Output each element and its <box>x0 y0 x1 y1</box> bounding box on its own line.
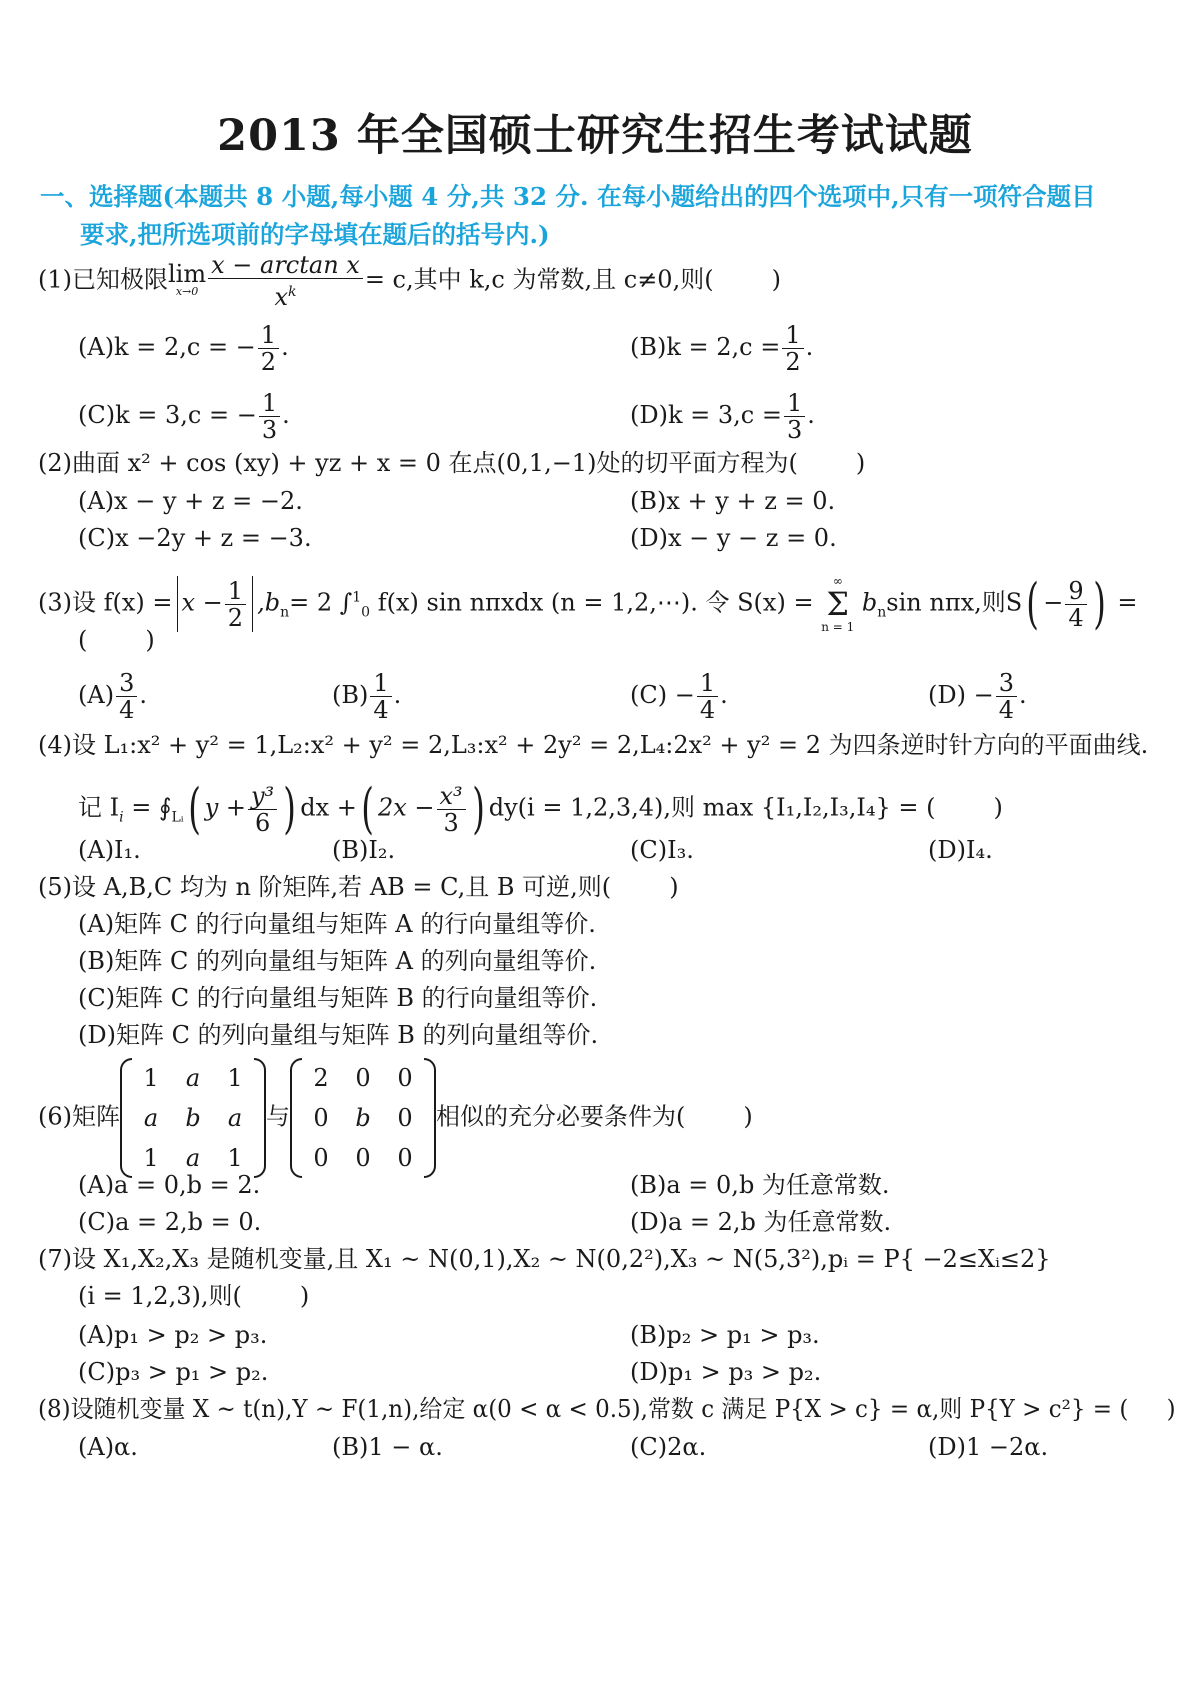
question-7-line-1: (7)设 X₁,X₂,X₃ 是随机变量,且 X₁ ~ N(0,1),X₂ ~ N(0,2²),X₃ ~ N(5,3²),pᵢ = P{ −2≤Xᵢ≤2} <box>38 1245 1051 1273</box>
q6-prefix: (6)矩阵 <box>38 1102 120 1131</box>
q4-option-d: (D)I₄. <box>928 836 993 864</box>
q1-postfix: = c,其中 k,c 为常数,且 c≠0,则( <box>364 265 714 294</box>
question-6 <box>38 1058 753 1178</box>
section-line-2: 要求,把所选项前的字母填在题后的括号内.) <box>80 220 550 249</box>
q6-with: 与 <box>266 1102 290 1131</box>
q6-option-c: (C)a = 2,b = 0. <box>78 1208 262 1236</box>
q1-option-b: (B)k = 2,c = $\frac{1}{2}$ . <box>630 321 814 376</box>
q2-option-a: (A)x − y + z = −2. <box>78 487 303 515</box>
q3-d-text: (D) − <box>928 681 994 709</box>
q4-frac2-num: x³ <box>437 783 466 810</box>
q1-denom-base: x <box>274 283 288 311</box>
q3-sum-top: ∞ <box>832 574 843 588</box>
q7-option-b: (B)p₂ > p₁ > p₃. <box>630 1321 820 1349</box>
q8-option-c: (C)2α. <box>630 1433 707 1461</box>
q6-postfix: 相似的充分必要条件为( <box>436 1102 686 1131</box>
question-3: (3)设 f(x) = x − $\frac{1}{2}$ $,b_n= 2$ ∫$^1_0$ f(x) sin nπxdx (n = 1,2,⋯). 令 S(x) = ∞ Σ n = 1 $b_n\sin$ nπx,则S( − $\frac{9}{4}$ ) = <box>38 572 1138 635</box>
q5-option-a: (A)矩阵 C 的行向量组与矩阵 A 的行向量组等价. <box>78 910 596 938</box>
q4-frac1-den: 6 <box>254 808 271 837</box>
q1-limit <box>168 260 207 299</box>
q1-b-den: 2 <box>785 348 801 376</box>
q1-a-num: 1 <box>258 322 279 349</box>
q4-frac1-num: y³ <box>248 783 277 810</box>
q8-option-d: (D)1 −2α. <box>928 1433 1049 1461</box>
q2-close-paren: ) <box>855 449 866 477</box>
q4-frac2-den: 3 <box>443 808 459 837</box>
q4-contour-integral: = ∮ <box>131 793 172 822</box>
q3-b-den: 4 <box>373 696 389 724</box>
q1-denom-exp: k <box>287 284 297 300</box>
q5-option-b: (B)矩阵 C 的列向量组与矩阵 A 的列向量组等价. <box>78 947 597 975</box>
q1-fraction <box>208 252 363 310</box>
q1-c-text: (C)k = 3,c = − <box>78 401 257 429</box>
q3-bn: ,b <box>257 588 281 617</box>
q3-prefix: (3)设 f(x) = <box>38 588 173 617</box>
q3-sum-bottom: n = 1 <box>821 620 855 634</box>
q7-option-a: (A)p₁ > p₂ > p₃. <box>78 1321 268 1349</box>
q1-lim-sub: x→0 <box>175 285 199 298</box>
q3-c-den: 4 <box>699 696 716 724</box>
q4-tail: dy(i = 1,2,3,4),则 max {I₁,I₂,I₃,I₄} = ( <box>488 793 936 822</box>
q3-equals: = <box>1117 588 1138 617</box>
q6-close-paren: ) <box>743 1102 753 1131</box>
q1-option-c: (C)k = 3,c = − $\frac{1}{3}$ . <box>78 389 290 444</box>
q4-option-b: (B)I₂. <box>332 836 396 864</box>
q6-option-b: (B)a = 0,b 为任意常数. <box>630 1171 890 1199</box>
q1-d-den: 3 <box>786 416 803 444</box>
q1-b-num: 1 <box>782 322 803 349</box>
q1-d-text: (D)k = 3,c = <box>630 401 782 429</box>
q3-option-a: (A) $\frac{3}{4}$ . <box>78 669 147 724</box>
q4-term-1: y + <box>204 793 246 822</box>
q3-d-num: 3 <box>996 670 1017 697</box>
question-1 <box>38 252 781 310</box>
q5-close-paren: ) <box>669 873 679 901</box>
q6-matrix-1: 1 a 1 a b a 1 a 1 <box>120 1058 266 1178</box>
q1-d-num: 1 <box>784 390 805 417</box>
q7-close-paren: ) <box>299 1282 310 1310</box>
section-heading <box>40 178 1170 254</box>
q1-option-d: (D)k = 3,c = $\frac{1}{3}$ . <box>630 389 815 444</box>
q8-option-a: (A)α. <box>78 1433 138 1461</box>
q3-b-num: 1 <box>370 670 391 697</box>
q7-option-c: (C)p₃ > p₁ > p₂. <box>78 1358 269 1386</box>
q4-contour-sub: Lᵢ <box>171 809 184 826</box>
q1-a-text: (A)k = 2,c = − <box>78 333 256 361</box>
q1-close-paren: ) <box>771 265 781 294</box>
q2-option-d: (D)x − y − z = 0. <box>630 524 837 552</box>
q3-close-paren: ) <box>145 626 155 654</box>
question-4-line-2: 记 $I_i$ = $∮_{Lᵢ}$( y + $\frac{\text{y³}}{6}$ ) dx +( 2x − $\frac{\text{x³}}{3}$ ) dy(i = 1,2,3,4),则 max {I₁,I₂,I₃,I₄} = ( ) <box>78 777 1003 840</box>
page-title: 2013 年全国硕士研究生招生考试试题 <box>217 111 973 161</box>
q6-matrix-2: 2 0 0 0 b 0 0 0 0 <box>290 1058 436 1178</box>
q3-int-lower: 0 <box>361 604 371 621</box>
q4-integral-sub: i <box>119 809 124 826</box>
q1-denominator <box>208 279 363 310</box>
q5-option-c: (C)矩阵 C 的行向量组与矩阵 B 的行向量组等价. <box>78 984 598 1012</box>
q5-option-d: (D)矩阵 C 的列向量组与矩阵 B 的列向量组等价. <box>78 1021 599 1049</box>
question-8 <box>38 1394 1176 1424</box>
q1-prefix: 已知极限 <box>72 265 168 294</box>
q6-option-d: (D)a = 2,b 为任意常数. <box>630 1208 892 1236</box>
q1-a-den: 2 <box>260 348 277 376</box>
q3-option-b: (B) $\frac{1}{4}$ . <box>332 669 402 724</box>
q1-number: (1) <box>38 265 72 294</box>
q3-series-def: f(x) sin nπxdx (n = 1,2,⋯). 令 S(x) = <box>377 588 814 617</box>
q2-option-c: (C)x −2y + z = −3. <box>78 524 312 552</box>
question-7-line-2 <box>78 1281 309 1311</box>
q1-b-text: (B)k = 2,c = <box>630 333 781 361</box>
q3-option-c: (C) − $\frac{1}{4}$ . <box>630 669 728 724</box>
q1-c-num: 1 <box>259 390 280 417</box>
q7-option-d: (D)p₁ > p₃ > p₂. <box>630 1358 822 1386</box>
q5-text: (5)设 A,B,C 均为 n 阶矩阵,若 AB = C,且 B 可逆,则( <box>38 873 612 901</box>
question-5 <box>38 872 679 902</box>
q4-integral-name: 记 I <box>78 793 120 822</box>
q3-open-paren: ( <box>78 626 88 654</box>
q3-c-num: 1 <box>697 670 718 697</box>
q4-dx: dx + <box>300 793 357 822</box>
q2-option-b: (B)x + y + z = 0. <box>630 487 836 515</box>
q3-half-num: 1 <box>225 578 246 605</box>
q1-option-a: (A)k = 2,c = − $\frac{1}{2}$ . <box>78 321 289 376</box>
q3-d-den: 4 <box>998 696 1014 724</box>
q3-a-text: (A) <box>78 681 115 709</box>
q3-arg-sign: − <box>1043 588 1064 617</box>
q8-close-paren: ) <box>1166 1395 1176 1423</box>
q8-option-b: (B)1 − α. <box>332 1433 443 1461</box>
q3-integral: = 2 ∫ <box>289 588 353 617</box>
q3-answer-paren <box>78 625 155 655</box>
q3-a-den: 4 <box>119 696 135 724</box>
q3-bn-2: b <box>861 588 878 617</box>
q3-arg-num: 9 <box>1065 578 1086 605</box>
q1-lim-word: lim <box>168 260 207 288</box>
q3-int-upper: 1 <box>352 589 362 606</box>
q1-c-den: 3 <box>261 416 278 444</box>
q3-c-text: (C) − <box>630 681 695 709</box>
q2-text: (2)曲面 x² + cos (xy) + yz + x = 0 在点(0,1,−1)处的切平面方程为( <box>38 449 798 477</box>
q3-a-num: 3 <box>116 670 137 697</box>
q3-arg-den: 4 <box>1068 603 1084 632</box>
q3-option-d: (D) − $\frac{3}{4}$ . <box>928 669 1027 724</box>
q3-half-den: 2 <box>227 603 244 632</box>
section-line-1: 一、选择题(本题共 8 小题,每小题 4 分,共 32 分. 在每小题给出的四个选项中,只有一项符合题目 <box>40 182 1096 211</box>
q4-option-a: (A)I₁. <box>78 836 141 864</box>
q4-close-paren: ) <box>993 793 1003 822</box>
q8-text: (8)设随机变量 X ~ t(n),Y ~ F(1,n),给定 α(0 < α < 0.5),常数 c 满足 P{X > c} = α,则 P{Y > c²} = ( <box>38 1395 1129 1423</box>
question-4-line-1: (4)设 L₁:x² + y² = 1,L₂:x² + y² = 2,L₃:x² + 2y² = 2,L₄:2x² + y² = 2 为四条逆时针方向的平面曲线. <box>38 731 1149 759</box>
q7-line-2-text: (i = 1,2,3),则( <box>78 1282 242 1310</box>
q4-term-2: 2x − <box>377 793 435 822</box>
q4-option-c: (C)I₃. <box>630 836 694 864</box>
q3-series-tail: sin nπx,则S <box>886 588 1023 617</box>
question-2 <box>38 448 865 478</box>
q3-b-text: (B) <box>332 681 369 709</box>
q3-abs-body: x − <box>181 588 223 617</box>
q6-option-a: (A)a = 0,b = 2. <box>78 1171 261 1199</box>
q1-numerator: x − arctan x <box>208 252 363 279</box>
